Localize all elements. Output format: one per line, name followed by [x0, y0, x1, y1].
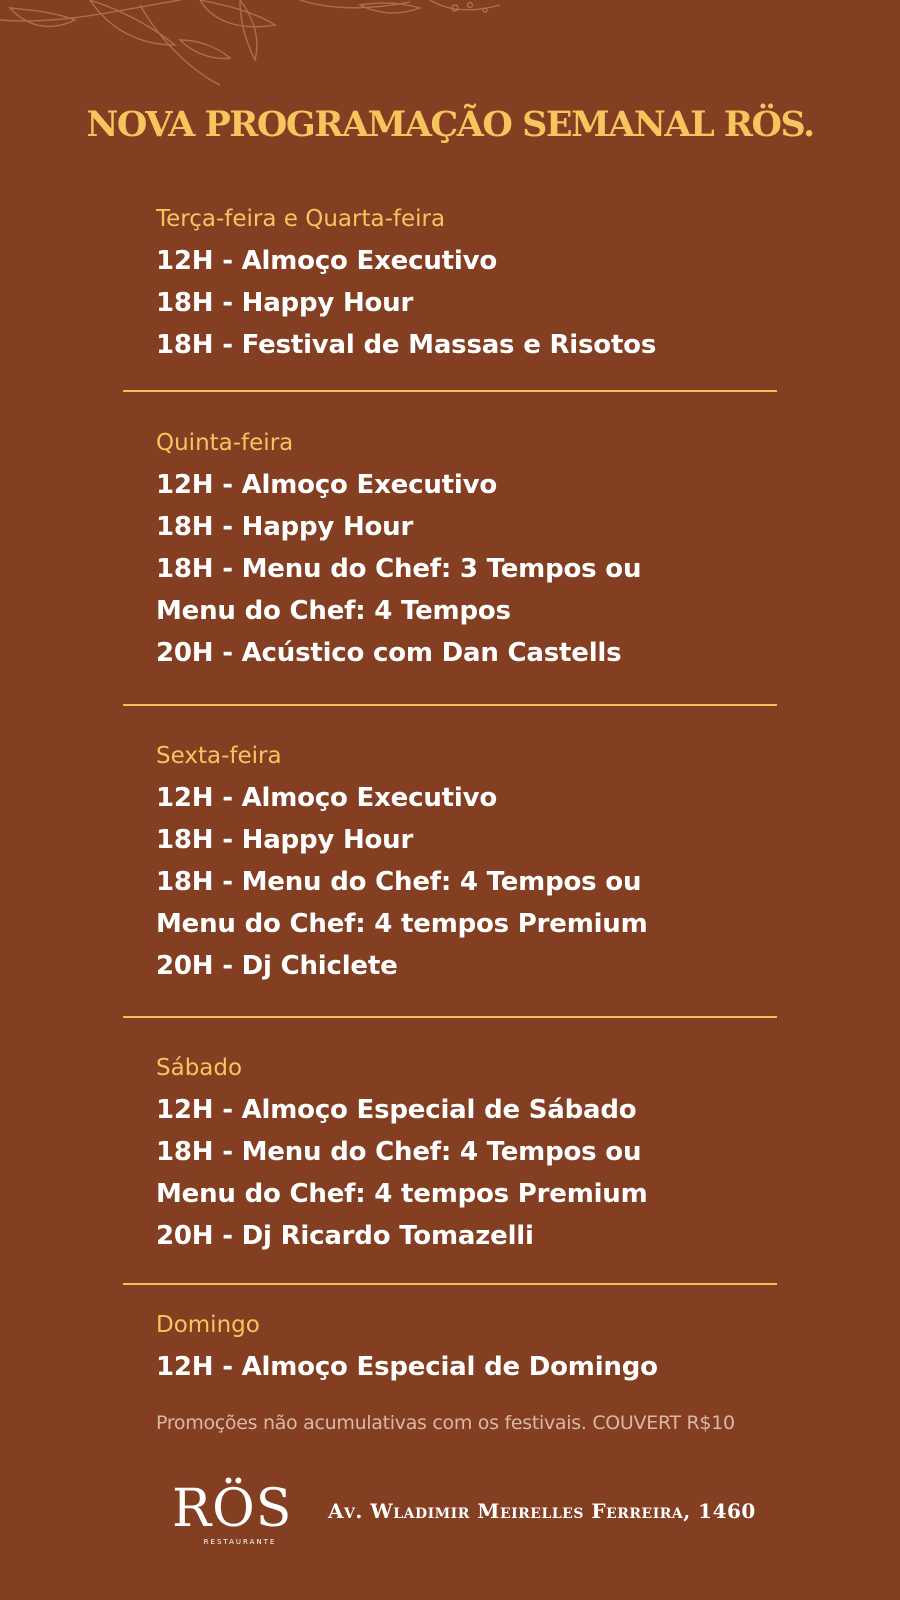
address: Av. Wladimir Meirelles Ferreira, 1460: [328, 1499, 756, 1523]
schedule-item: 18H - Menu do Chef: 3 Tempos ou: [156, 554, 642, 584]
schedule-item: 18H - Happy Hour: [156, 825, 414, 855]
schedule-item: 12H - Almoço Especial de Sábado: [156, 1095, 637, 1125]
schedule-item: 12H - Almoço Executivo: [156, 246, 497, 276]
schedule-section-saturday: [156, 1047, 776, 1257]
section-divider: [123, 704, 777, 706]
schedule-item: 18H - Happy Hour: [156, 288, 414, 318]
day-heading: Quinta-feira: [156, 430, 294, 456]
schedule-item: 12H - Almoço Executivo: [156, 470, 497, 500]
section-divider: [123, 390, 777, 392]
page-title: NOVA PROGRAMAÇÃO SEMANAL RÖS.: [86, 104, 814, 145]
section-divider: [123, 1283, 777, 1285]
schedule-section-sunday: [156, 1304, 776, 1388]
schedule-item: Menu do Chef: 4 Tempos: [156, 596, 511, 626]
schedule-item: 20H - Acústico com Dan Castells: [156, 638, 622, 668]
schedule-item: Menu do Chef: 4 tempos Premium: [156, 1179, 648, 1209]
restaurant-logo: [172, 1479, 302, 1552]
botanical-leaves-icon: [0, 0, 520, 100]
promo-footnote: Promoções não acumulativas com os festivais. COUVERT R$10: [156, 1412, 735, 1434]
schedule-item: 18H - Menu do Chef: 4 Tempos ou: [156, 867, 642, 897]
schedule-section-thursday: [156, 422, 776, 674]
schedule-item: 18H - Happy Hour: [156, 512, 414, 542]
schedule-section-friday: [156, 735, 776, 987]
schedule-item: 12H - Almoço Executivo: [156, 783, 497, 813]
schedule-item: 20H - Dj Ricardo Tomazelli: [156, 1221, 534, 1251]
schedule-item: 20H - Dj Chiclete: [156, 951, 398, 981]
schedule-item: 18H - Menu do Chef: 4 Tempos ou: [156, 1137, 642, 1167]
schedule-item: Menu do Chef: 4 tempos Premium: [156, 909, 648, 939]
logo-subtitle: RESTAURANTE: [203, 1538, 277, 1546]
schedule-item: 18H - Festival de Massas e Risotos: [156, 330, 657, 360]
logo-wordmark: RÖS: [172, 1479, 293, 1539]
schedule-section-tue-wed: [156, 198, 776, 366]
schedule-item: 12H - Almoço Especial de Domingo: [156, 1352, 658, 1382]
day-heading: Sábado: [156, 1055, 243, 1081]
section-divider: [123, 1016, 777, 1018]
day-heading: Domingo: [156, 1312, 260, 1338]
day-heading: Terça-feira e Quarta-feira: [156, 206, 446, 232]
day-heading: Sexta-feira: [156, 743, 282, 769]
